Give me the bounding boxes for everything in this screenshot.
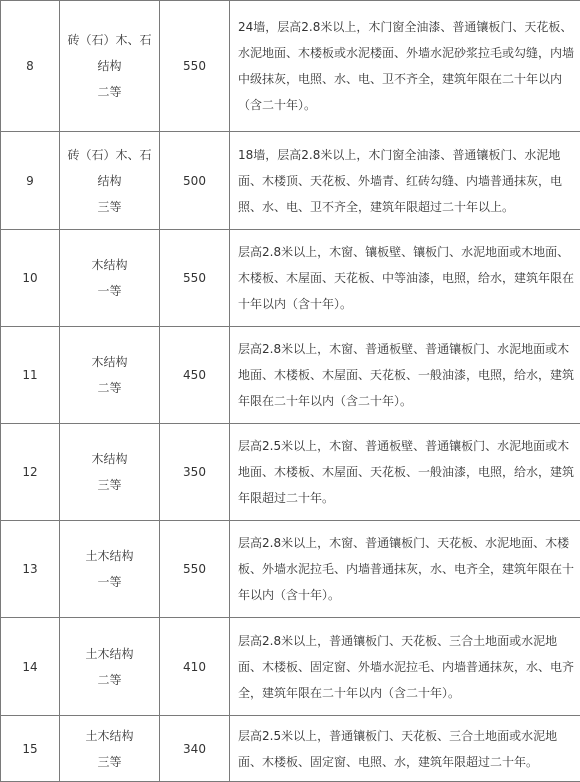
structure-type	[60, 230, 160, 327]
structure-type-line: 砖（石）木、石	[67, 147, 152, 162]
table-row	[1, 230, 580, 327]
structure-grade: 二等	[97, 85, 122, 99]
structure-grade: 二等	[97, 672, 122, 687]
price: 550	[160, 521, 230, 618]
structure-grade: 三等	[97, 478, 122, 492]
description: 层高2.8米以上，普通镶板门、天花板、三合土地面或水泥地面、木楼板、固定窗、外墙水泥拉毛、内墙普通抹灰，水、电齐全，建筑年限在二十年以内（含二十年）。	[230, 618, 580, 716]
row-number: 9	[1, 132, 60, 230]
structure-type	[60, 618, 160, 716]
table-body	[1, 1, 580, 782]
structure-grade: 三等	[97, 199, 122, 214]
description: 层高2.5米以上，普通镶板门、天花板、三合土地面或水泥地面、木楼板、固定窗、电照、水，建筑年限超过二十年。	[230, 716, 580, 782]
price: 550	[160, 230, 230, 327]
price: 550	[160, 1, 230, 132]
description: 18墙，层高2.8米以上，木门窗全油漆、普通镶板门、水泥地面、木楼顶、天花板、外墙青、红砖勾缝、内墙普通抹灰，电照、水、电、卫不齐全，建筑年限超过二十年以上。	[230, 132, 580, 230]
table-row	[1, 618, 580, 716]
row-number: 8	[1, 1, 60, 132]
table-row	[1, 1, 580, 132]
price: 450	[160, 327, 230, 424]
structure-type-line: 结构	[97, 59, 122, 73]
price: 350	[160, 424, 230, 521]
row-number: 11	[1, 327, 60, 424]
row-number: 10	[1, 230, 60, 327]
table-row	[1, 716, 580, 782]
table-row	[1, 132, 580, 230]
description: 层高2.8米以上，木窗、普通板壁、普通镶板门、水泥地面或木地面、木楼板、木屋面、天花板、一般油漆，电照，给水，建筑年限在二十年以内（含二十年）。	[230, 327, 580, 424]
row-number: 13	[1, 521, 60, 618]
structure-type-line: 土木结构	[85, 728, 134, 743]
row-number: 14	[1, 618, 60, 716]
price: 500	[160, 132, 230, 230]
structure-type-line: 结构	[97, 173, 122, 188]
description: 层高2.8米以上，木窗、普通镶板门、天花板、水泥地面、木楼板、外墙水泥拉毛、内墙普通抹灰，水、电齐全，建筑年限在十年以内（含十年）。	[230, 521, 580, 618]
structure-type	[60, 132, 160, 230]
structure-grade: 一等	[97, 575, 122, 589]
row-number: 15	[1, 716, 60, 782]
structure-type-line: 木结构	[91, 258, 128, 272]
structure-type-line: 土木结构	[85, 549, 134, 563]
description: 层高2.5米以上，木窗、普通板壁、普通镶板门、水泥地面或木地面、木楼板、木屋面、天花板、一般油漆，电照，给水，建筑年限超过二十年。	[230, 424, 580, 521]
structure-type-line: 木结构	[91, 355, 128, 369]
structure-type-line: 土木结构	[85, 646, 134, 661]
structure-grade: 一等	[97, 284, 122, 298]
description: 层高2.8米以上，木窗、镶板壁、镶板门、水泥地面或木地面、木楼板、木屋面、天花板、中等油漆，电照，给水，建筑年限在十年以内（含十年）。	[230, 230, 580, 327]
structure-grade: 二等	[97, 381, 122, 395]
row-number: 12	[1, 424, 60, 521]
table-row	[1, 521, 580, 618]
price: 410	[160, 618, 230, 716]
structure-type	[60, 716, 160, 782]
table-row	[1, 327, 580, 424]
structure-type-line: 木结构	[91, 452, 128, 466]
structure-type-line: 砖（石）木、石	[67, 33, 152, 47]
structure-grade: 三等	[97, 754, 122, 769]
structure-type	[60, 521, 160, 618]
structure-type	[60, 424, 160, 521]
price: 340	[160, 716, 230, 782]
structure-type	[60, 1, 160, 132]
structure-type	[60, 327, 160, 424]
description: 24墙，层高2.8米以上，木门窗全油漆、普通镶板门、天花板、水泥地面、木楼板或水泥楼面、外墙水泥砂浆拉毛或勾缝，内墙中级抹灰，电照、水、电、卫不齐全，建筑年限在二十年以内（含二十年）。	[230, 1, 580, 132]
table-row	[1, 424, 580, 521]
